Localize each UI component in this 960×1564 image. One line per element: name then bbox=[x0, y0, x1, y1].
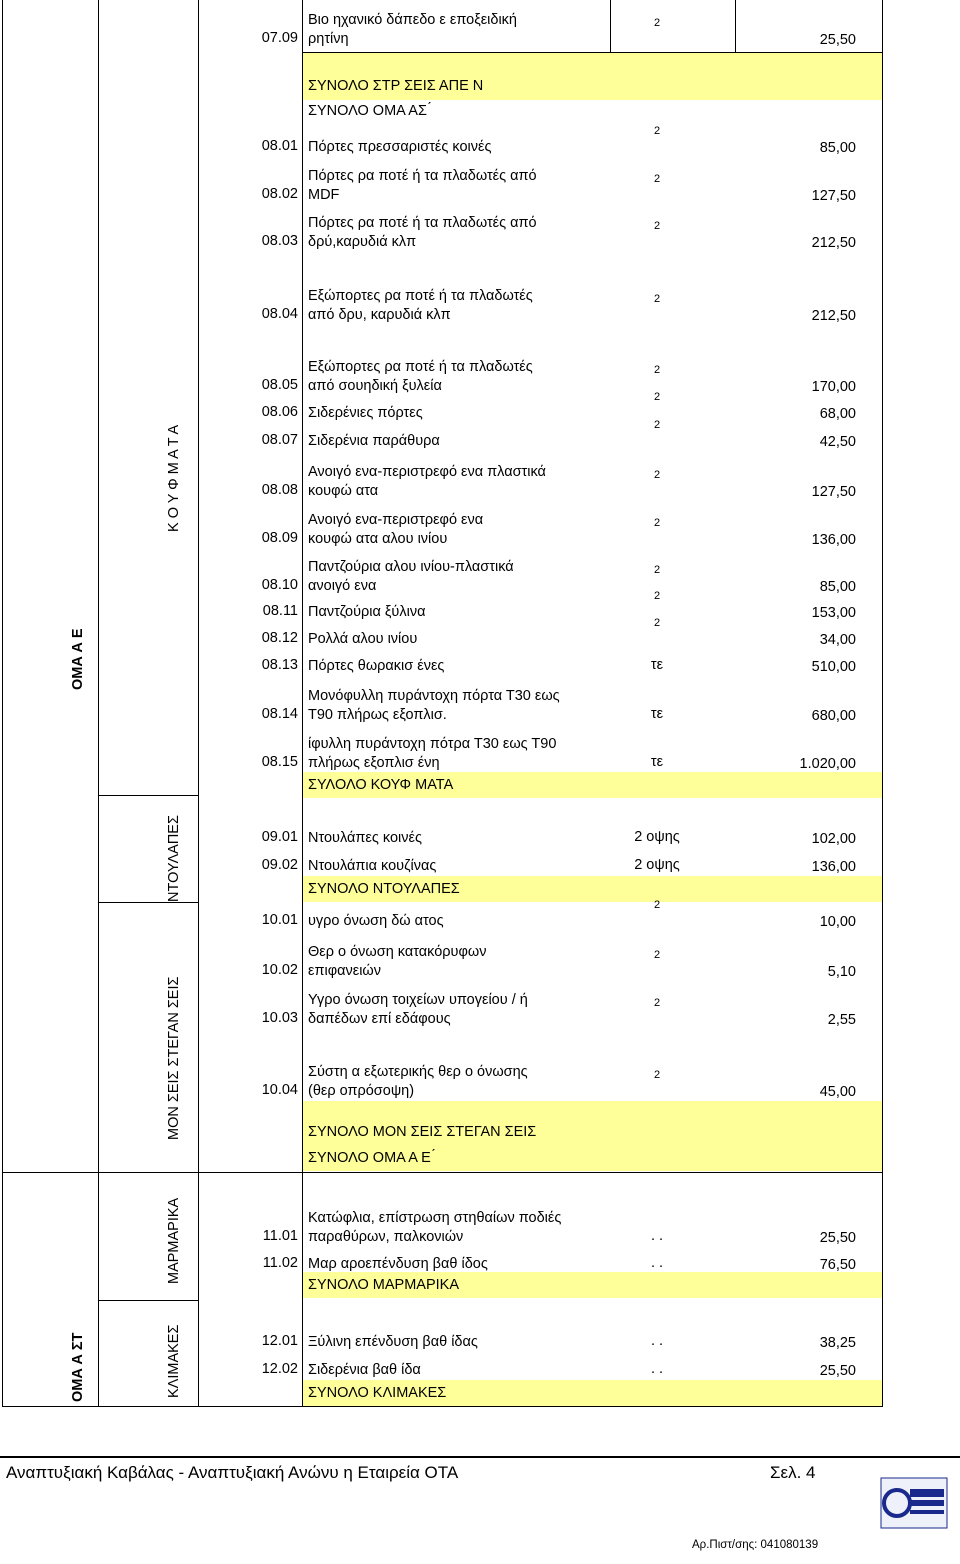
footer-rule bbox=[0, 1456, 960, 1458]
grid-line bbox=[98, 795, 198, 796]
row-description-line: επιφανειών bbox=[308, 963, 381, 979]
row-description-line: Σύστη α εξωτερικής θερ ο όνωσης bbox=[308, 1064, 528, 1080]
grid-line bbox=[882, 0, 883, 1407]
row-unit: 2 bbox=[653, 1069, 661, 1081]
row-unit: 2 bbox=[653, 220, 661, 232]
row-description bbox=[308, 603, 608, 622]
row-description bbox=[308, 1063, 608, 1101]
row-description-line: Ντουλάπια κουζίνας bbox=[308, 858, 437, 874]
row-price: 1.020,00 bbox=[799, 756, 856, 772]
row-description-line: Βιο ηχανικό δάπεδο ε εποξειδική bbox=[308, 12, 517, 28]
row-description bbox=[308, 167, 608, 205]
row-code: 08.13 bbox=[261, 657, 298, 673]
group-e-label: ΟΜΑ Α Ε bbox=[70, 628, 86, 690]
row-unit: . . bbox=[650, 1361, 664, 1377]
row-price: 45,00 bbox=[819, 1084, 856, 1100]
certification-logo-icon bbox=[880, 1477, 948, 1529]
row-unit: 2 bbox=[653, 391, 661, 403]
row-description bbox=[308, 287, 608, 325]
total-group-d: ΣΥΝΟΛΟ ΟΜΑ ΑΣ ́ bbox=[308, 103, 431, 119]
row-description-line: Πόρτες ρα ποτέ ή τα πλαδωτές από bbox=[308, 168, 537, 184]
row-description-line: από σουηδική ξυλεία bbox=[308, 378, 442, 394]
section-monos-label: ΜΟΝ ΣΕΙΣ ΣΤΕΓΑΝ ΣΕΙΣ bbox=[166, 976, 182, 1140]
row-price: 127,50 bbox=[811, 188, 856, 204]
row-price: 85,00 bbox=[819, 579, 856, 595]
row-code: 08.06 bbox=[261, 404, 298, 420]
row-description bbox=[308, 358, 608, 396]
row-code: 07.09 bbox=[261, 30, 298, 46]
row-description-line: Παντζούρια ξύλινα bbox=[308, 604, 426, 620]
row-description-line: Θερ ο όνωση κατακόρυφων bbox=[308, 944, 487, 960]
total-strwseis: ΣΥΝΟΛΟ ΣΤΡ ΣΕΙΣ ΑΠΕ Ν bbox=[308, 78, 484, 94]
row-code: 08.12 bbox=[261, 630, 298, 646]
row-description-line: υγρο όνωση δώ ατος bbox=[308, 913, 444, 929]
group-st-label: ΟΜΑ Α ΣΤ bbox=[70, 1332, 86, 1402]
total-klimakes: ΣΥΝΟΛΟ ΚΛΙΜΑΚΕΣ bbox=[308, 1385, 447, 1401]
row-unit: τε bbox=[650, 754, 664, 770]
row-code: 08.05 bbox=[261, 377, 298, 393]
row-unit: 2 οψης bbox=[634, 857, 680, 873]
row-price: 25,50 bbox=[819, 1230, 856, 1246]
row-price: 25,50 bbox=[819, 1363, 856, 1379]
row-unit: . . bbox=[650, 1333, 664, 1349]
grid-line bbox=[98, 0, 99, 1407]
row-unit: 2 bbox=[653, 949, 661, 961]
row-description-line: Ανοιγό ενα-περιστρεφό ενα πλαστικά bbox=[308, 464, 546, 480]
row-price: 10,00 bbox=[819, 914, 856, 930]
total-group-e: ΣΥΝΟΛΟ ΟΜΑ Α Ε ́ bbox=[308, 1150, 435, 1166]
row-price: 25,50 bbox=[819, 32, 856, 48]
row-description-line: Εξώπορτες ρα ποτέ ή τα πλαδωτές bbox=[308, 288, 533, 304]
row-description-line: παραθύρων, παλκονιών bbox=[308, 1229, 464, 1245]
row-description-line: Σιδερένια βαθ ίδα bbox=[308, 1362, 421, 1378]
row-code: 08.07 bbox=[261, 432, 298, 448]
row-description-line: Σιδερένια παράθυρα bbox=[308, 433, 440, 449]
row-description-line: ανοιγό ενα bbox=[308, 578, 377, 594]
row-code: 08.01 bbox=[261, 138, 298, 154]
row-description-line: (θερ οπρόσοψη) bbox=[308, 1083, 415, 1099]
row-code: 09.02 bbox=[261, 857, 298, 873]
row-unit: 2 bbox=[653, 617, 661, 629]
row-description bbox=[308, 991, 608, 1029]
row-description bbox=[308, 829, 608, 848]
row-description bbox=[308, 630, 608, 649]
row-description-line: Ντουλάπες κοινές bbox=[308, 830, 422, 846]
total-monwseis: ΣΥΝΟΛΟ ΜΟΝ ΣΕΙΣ ΣΤΕΓΑΝ ΣΕΙΣ bbox=[308, 1124, 537, 1140]
row-price: 34,00 bbox=[819, 632, 856, 648]
grid-line bbox=[98, 1300, 198, 1301]
row-description bbox=[308, 1255, 608, 1274]
row-description-line: MDF bbox=[308, 187, 340, 203]
row-price: 2,55 bbox=[827, 1012, 856, 1028]
row-description-line: πλήρως εξοπλισ ένη bbox=[308, 755, 440, 771]
row-description-line: δαπέδων επί εδάφους bbox=[308, 1011, 451, 1027]
row-description-line: από δρυ, καρυδιά κλπ bbox=[308, 307, 451, 323]
row-description bbox=[308, 912, 608, 931]
row-unit: . . bbox=[650, 1228, 664, 1244]
row-description bbox=[308, 432, 608, 451]
row-description bbox=[308, 138, 608, 157]
total-marmarika: ΣΥΝΟΛΟ ΜΑΡΜΑΡΙΚΑ bbox=[308, 1277, 460, 1293]
row-description-line: Μαρ αροεπένδυση βαθ ίδος bbox=[308, 1256, 488, 1272]
grid-line bbox=[302, 52, 882, 53]
row-code: 08.11 bbox=[262, 603, 298, 619]
section-ntoul-label: ΝΤΟΥΛΑΠΕΣ bbox=[166, 815, 182, 902]
row-price: 5,10 bbox=[827, 964, 856, 980]
grid-line bbox=[2, 1406, 882, 1407]
row-code: 09.01 bbox=[261, 829, 298, 845]
row-unit: τε bbox=[650, 657, 664, 673]
row-description bbox=[308, 214, 608, 252]
row-description bbox=[308, 857, 608, 876]
row-description bbox=[308, 735, 608, 773]
grid-line bbox=[2, 1172, 882, 1173]
row-code: 08.15 bbox=[261, 754, 298, 770]
row-description-line: Ρολλά αλου ινίου bbox=[308, 631, 418, 647]
row-price: 510,00 bbox=[811, 659, 856, 675]
row-description-line: Ξύλινη επένδυση βαθ ίδας bbox=[308, 1334, 478, 1350]
row-unit: 2 bbox=[653, 293, 661, 305]
row-description-line: Κατώφλια, επίστρωση στηθαίων ποδιές bbox=[308, 1210, 562, 1226]
footer-org: Αναπτυξιακή Καβάλας - Αναπτυξιακή Ανώνυ η Εταιρεία ΟΤΑ bbox=[6, 1463, 459, 1482]
total-ntoulapes: ΣΥΝΟΛΟ ΝΤΟΥΛΑΠΕΣ bbox=[308, 881, 460, 897]
row-description-line: κουφώ ατα αλου ινίου bbox=[308, 531, 448, 547]
row-unit: 2 bbox=[653, 419, 661, 431]
row-description-line: Πόρτες ρα ποτέ ή τα πλαδωτές από bbox=[308, 215, 537, 231]
row-description bbox=[308, 943, 608, 981]
row-description bbox=[308, 687, 608, 725]
row-description bbox=[308, 11, 608, 49]
row-description-line: Πόρτες θωρακισ ένες bbox=[308, 658, 445, 674]
grid-line bbox=[98, 902, 198, 903]
row-description bbox=[308, 558, 608, 596]
row-price: 42,50 bbox=[819, 434, 856, 450]
row-description bbox=[308, 511, 608, 549]
total-koufwmata: ΣΥΛΟΛΟ ΚΟΥΦ ΜΑΤΑ bbox=[308, 777, 454, 793]
row-unit: τε bbox=[650, 706, 664, 722]
row-description-line: κουφώ ατα bbox=[308, 483, 379, 499]
row-price: 212,50 bbox=[811, 235, 856, 251]
row-price: 102,00 bbox=[811, 831, 856, 847]
row-code: 10.01 bbox=[261, 912, 298, 928]
row-price: 76,50 bbox=[819, 1257, 856, 1273]
row-description-line: δρύ,καρυδιά κλπ bbox=[308, 234, 417, 250]
grid-line bbox=[198, 0, 199, 1407]
row-unit: 2 bbox=[653, 173, 661, 185]
row-price: 170,00 bbox=[811, 379, 856, 395]
row-code: 11.02 bbox=[262, 1255, 298, 1271]
row-code: 08.10 bbox=[261, 577, 298, 593]
row-unit: 2 bbox=[653, 125, 661, 137]
row-code: 10.03 bbox=[261, 1010, 298, 1026]
grid-line bbox=[2, 0, 3, 1407]
row-description-line: ίφυλλη πυράντοχη πότρα Τ30 εως Τ90 bbox=[308, 736, 557, 752]
row-unit: 2 bbox=[653, 564, 661, 576]
row-description-line: Ανοιγό ενα-περιστρεφό ενα bbox=[308, 512, 484, 528]
row-description-line: Υγρο όνωση τοιχείων υπογείου / ή bbox=[308, 992, 528, 1008]
row-description bbox=[308, 404, 608, 423]
row-description-line: Πόρτες πρεσσαριστές κοινές bbox=[308, 139, 492, 155]
row-unit: 2 bbox=[653, 364, 661, 376]
section-kouf-label: Κ Ο Υ Φ Μ Α Τ Α bbox=[166, 424, 182, 532]
row-unit: . . bbox=[650, 1255, 664, 1271]
row-description bbox=[308, 1333, 608, 1352]
row-code: 10.04 bbox=[261, 1082, 298, 1098]
row-unit: 2 οψης bbox=[634, 829, 680, 845]
row-price: 136,00 bbox=[811, 532, 856, 548]
grid-line bbox=[610, 0, 611, 52]
row-code: 12.01 bbox=[261, 1333, 298, 1349]
row-code: 12.02 bbox=[261, 1361, 298, 1377]
row-description bbox=[308, 657, 608, 676]
row-unit: 2 bbox=[653, 517, 661, 529]
row-description-line: ρητίνη bbox=[308, 31, 349, 47]
row-code: 08.02 bbox=[261, 186, 298, 202]
row-unit: 2 bbox=[653, 17, 661, 29]
row-unit: 2 bbox=[653, 899, 661, 911]
row-price: 153,00 bbox=[811, 605, 856, 621]
row-price: 38,25 bbox=[819, 1335, 856, 1351]
row-code: 08.08 bbox=[261, 482, 298, 498]
row-price: 85,00 bbox=[819, 140, 856, 156]
row-code: 08.09 bbox=[261, 530, 298, 546]
section-klim-label: ΚΛΙΜΑΚΕΣ bbox=[166, 1324, 182, 1398]
footer-page: Σελ. 4 bbox=[770, 1463, 816, 1482]
grid-line bbox=[302, 0, 303, 1407]
row-description bbox=[308, 1209, 608, 1247]
row-code: 10.02 bbox=[261, 962, 298, 978]
row-description bbox=[308, 463, 608, 501]
section-marm-label: ΜΑΡΜΑΡΙΚΑ bbox=[166, 1197, 182, 1284]
row-price: 68,00 bbox=[819, 406, 856, 422]
row-code: 11.01 bbox=[262, 1228, 298, 1244]
row-price: 136,00 bbox=[811, 859, 856, 875]
row-description-line: Σιδερένιες πόρτες bbox=[308, 405, 423, 421]
row-unit: 2 bbox=[653, 469, 661, 481]
row-unit: 2 bbox=[653, 590, 661, 602]
row-price: 127,50 bbox=[811, 484, 856, 500]
row-description-line: Μονόφυλλη πυράντοχη πόρτα Τ30 εως bbox=[308, 688, 560, 704]
row-description-line: Εξώπορτες ρα ποτέ ή τα πλαδωτές bbox=[308, 359, 533, 375]
row-code: 08.04 bbox=[261, 306, 298, 322]
row-code: 08.03 bbox=[261, 233, 298, 249]
row-code: 08.14 bbox=[261, 706, 298, 722]
row-description-line: Παντζούρια αλου ινίου-πλαστικά bbox=[308, 559, 514, 575]
row-description bbox=[308, 1361, 608, 1380]
row-price: 680,00 bbox=[811, 708, 856, 724]
footer-cert: Αρ.Πιστ/σης: 041080139 bbox=[692, 1539, 819, 1551]
row-description-line: Τ90 πλήρως εξοπλισ. bbox=[308, 707, 447, 723]
row-unit: 2 bbox=[653, 997, 661, 1009]
row-price: 212,50 bbox=[811, 308, 856, 324]
